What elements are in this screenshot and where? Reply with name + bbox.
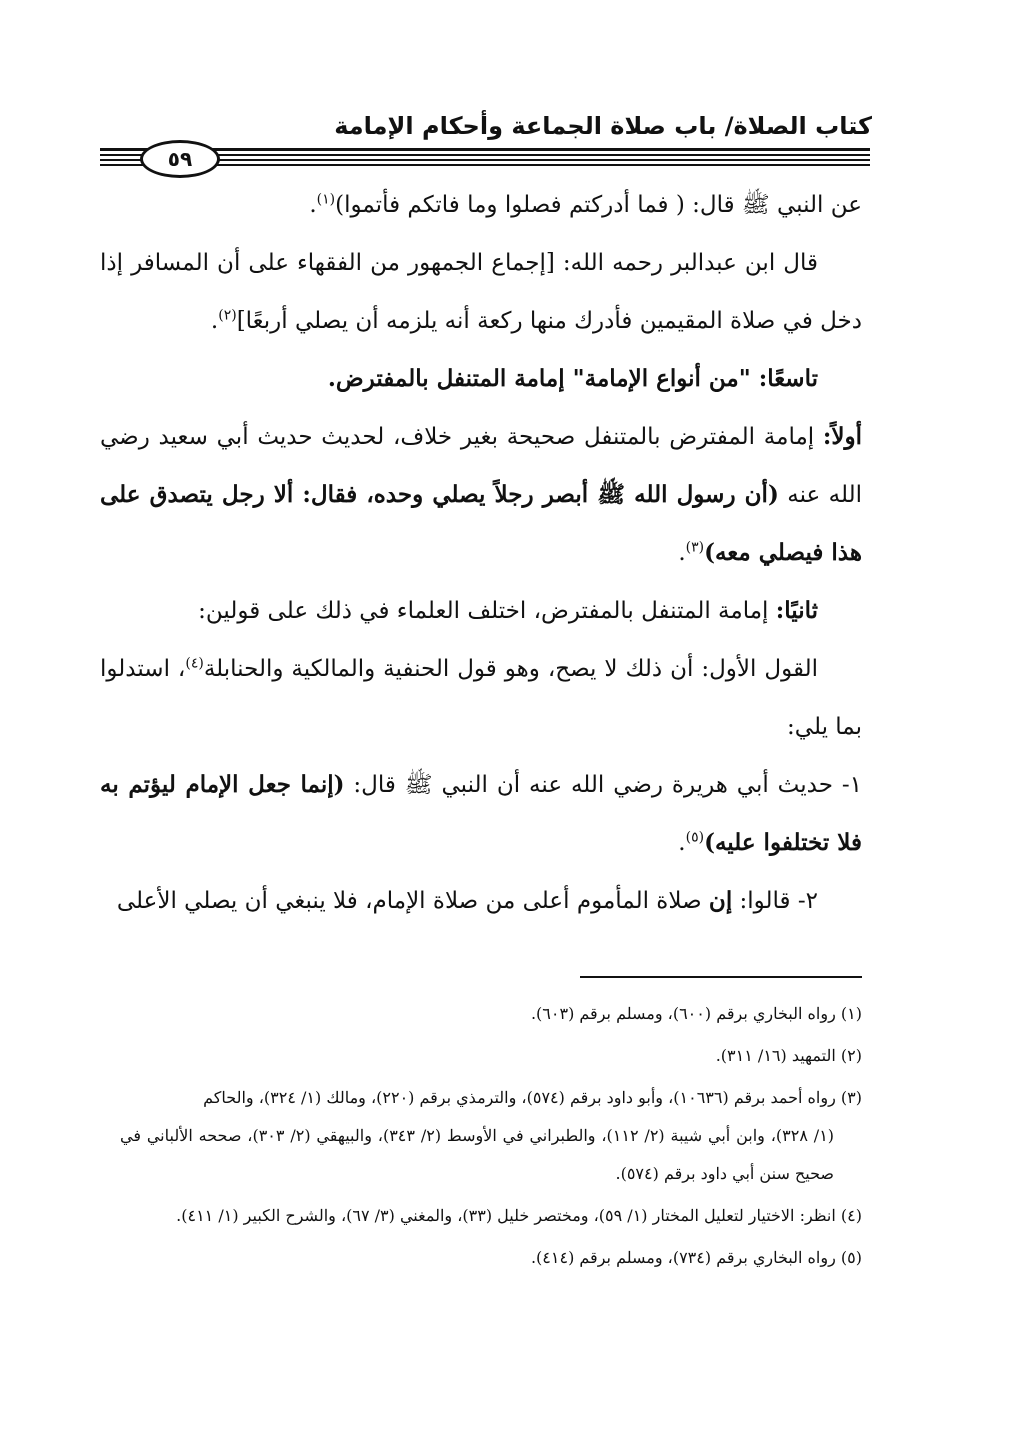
paragraph-7-end: . (678, 830, 686, 856)
paragraph-7 (100, 756, 862, 872)
hadith-quote-abu-hurairah: (إنما جعل الإمام ليؤتم به فلا تختلفوا عليه) (100, 771, 862, 856)
point-first-label: أولاً: (822, 423, 862, 450)
paragraph-1 (100, 176, 862, 234)
footnote-ref-4: (٤) (185, 655, 204, 672)
point-second-text: إمامة المتنفل بالمفترض، اختلف العلماء في ذلك على قولين: (198, 598, 776, 624)
footnote-ref-3: (٣) (685, 539, 705, 556)
hadith-fragment: عن النبي ﷺ قال: ( فما أدركتم فصلوا وما فاتكم فأتموا) (335, 192, 862, 218)
footnotes (120, 995, 862, 1281)
footnote-ref-5: (٥) (685, 829, 705, 846)
evidence-2-bold: إن (708, 887, 733, 914)
paragraph-2 (100, 234, 862, 350)
section-heading-ninth: تاسعًا: "من أنواع الإمامة" إمامة المتنفل بالمفترض. (327, 365, 818, 392)
footnote-4: (٤) انظر: الاختيار لتعليل المختار (١/ ٥٩)، ومختصر خليل (٣٣)، والمغني (٣/ ٦٧)، والشرح الكبير (١/ ٤١١). (176, 1206, 862, 1225)
first-opinion-text: القول الأول: أن ذلك لا يصح، وهو قول الحنفية والمالكية والحنابلة (203, 656, 818, 682)
footnote-2: (٢) التمهيد (١٦/ ٣١١). (715, 1046, 862, 1065)
point-first-text: إمامة المفترض بالمتنفل صحيحة بغير خلاف، لحديث حديث أبي سعيد رضي الله عنه (100, 424, 862, 508)
running-title: كتاب الصلاة/ باب صلاة الجماعة وأحكام الإمامة (334, 112, 872, 140)
paragraph-6-end: ، استدلوا بما يلي: (100, 656, 862, 740)
footnote-3-continued: (١/ ٣٢٨)، وابن أبي شيبة (٢/ ١١٢)، والطبراني في الأوسط (٢/ ٣٤٣)، والبيهقي (٢/ ٣٠٣)، صححه الألباني في صحيح سنن أبي داود برقم (٥٧٤). (120, 1126, 835, 1183)
evidence-2-text: ٢- قالوا: (732, 888, 818, 914)
footnote-ref-2: (٢) (218, 307, 237, 324)
evidence-1-text: ١- حديث أبي هريرة رضي الله عنه أن النبي ﷺ قال: (344, 772, 862, 798)
paragraph-8 (100, 872, 862, 930)
paragraph-4-end: . (678, 540, 686, 566)
ibn-abdulbarr-quote: قال ابن عبدالبر رحمه الله: [إجماع الجمهور من الفقهاء على أن المسافر إذا دخل في صلاة المقيمين فأدرك منها ركعة أنه يلزمه أن يصلي أربعًا] (100, 250, 862, 334)
footnote-ref-1: (١) (316, 191, 336, 208)
point-second-label: ثانيًا: (775, 597, 818, 624)
paragraph-1-end: . (309, 192, 317, 218)
main-text (100, 176, 862, 930)
hadith-quote-abu-saeed: (أن رسول الله ﷺ أبصر رجلاً يصلي وحده، فقال: ألا رجل يتصدق على هذا فيصلي معه) (100, 481, 862, 566)
footnote-5: (٥) رواه البخاري برقم (٧٣٤)، ومسلم برقم (٤١٤). (530, 1248, 862, 1267)
paragraph-6 (100, 640, 862, 756)
paragraph-2-end: . (210, 308, 219, 334)
paragraph-4 (100, 408, 862, 582)
footnote-separator (580, 976, 862, 978)
footnote-3: (٣) رواه أحمد برقم (١٠٦٣٦)، وأبو داود برقم (٥٧٤)، والترمذي برقم (٢٢٠)، ومالك (١/ ٣٢٤)، والحاكم (203, 1088, 862, 1107)
paragraph-5 (100, 582, 862, 640)
footnote-1: (١) رواه البخاري برقم (٦٠٠)، ومسلم برقم (٦٠٣). (530, 1004, 862, 1023)
page-number: ٥٩ (140, 140, 220, 178)
evidence-2-rest: صلاة المأموم أعلى من صلاة الإمام، فلا ينبغي أن يصلي الأعلى (116, 888, 709, 914)
